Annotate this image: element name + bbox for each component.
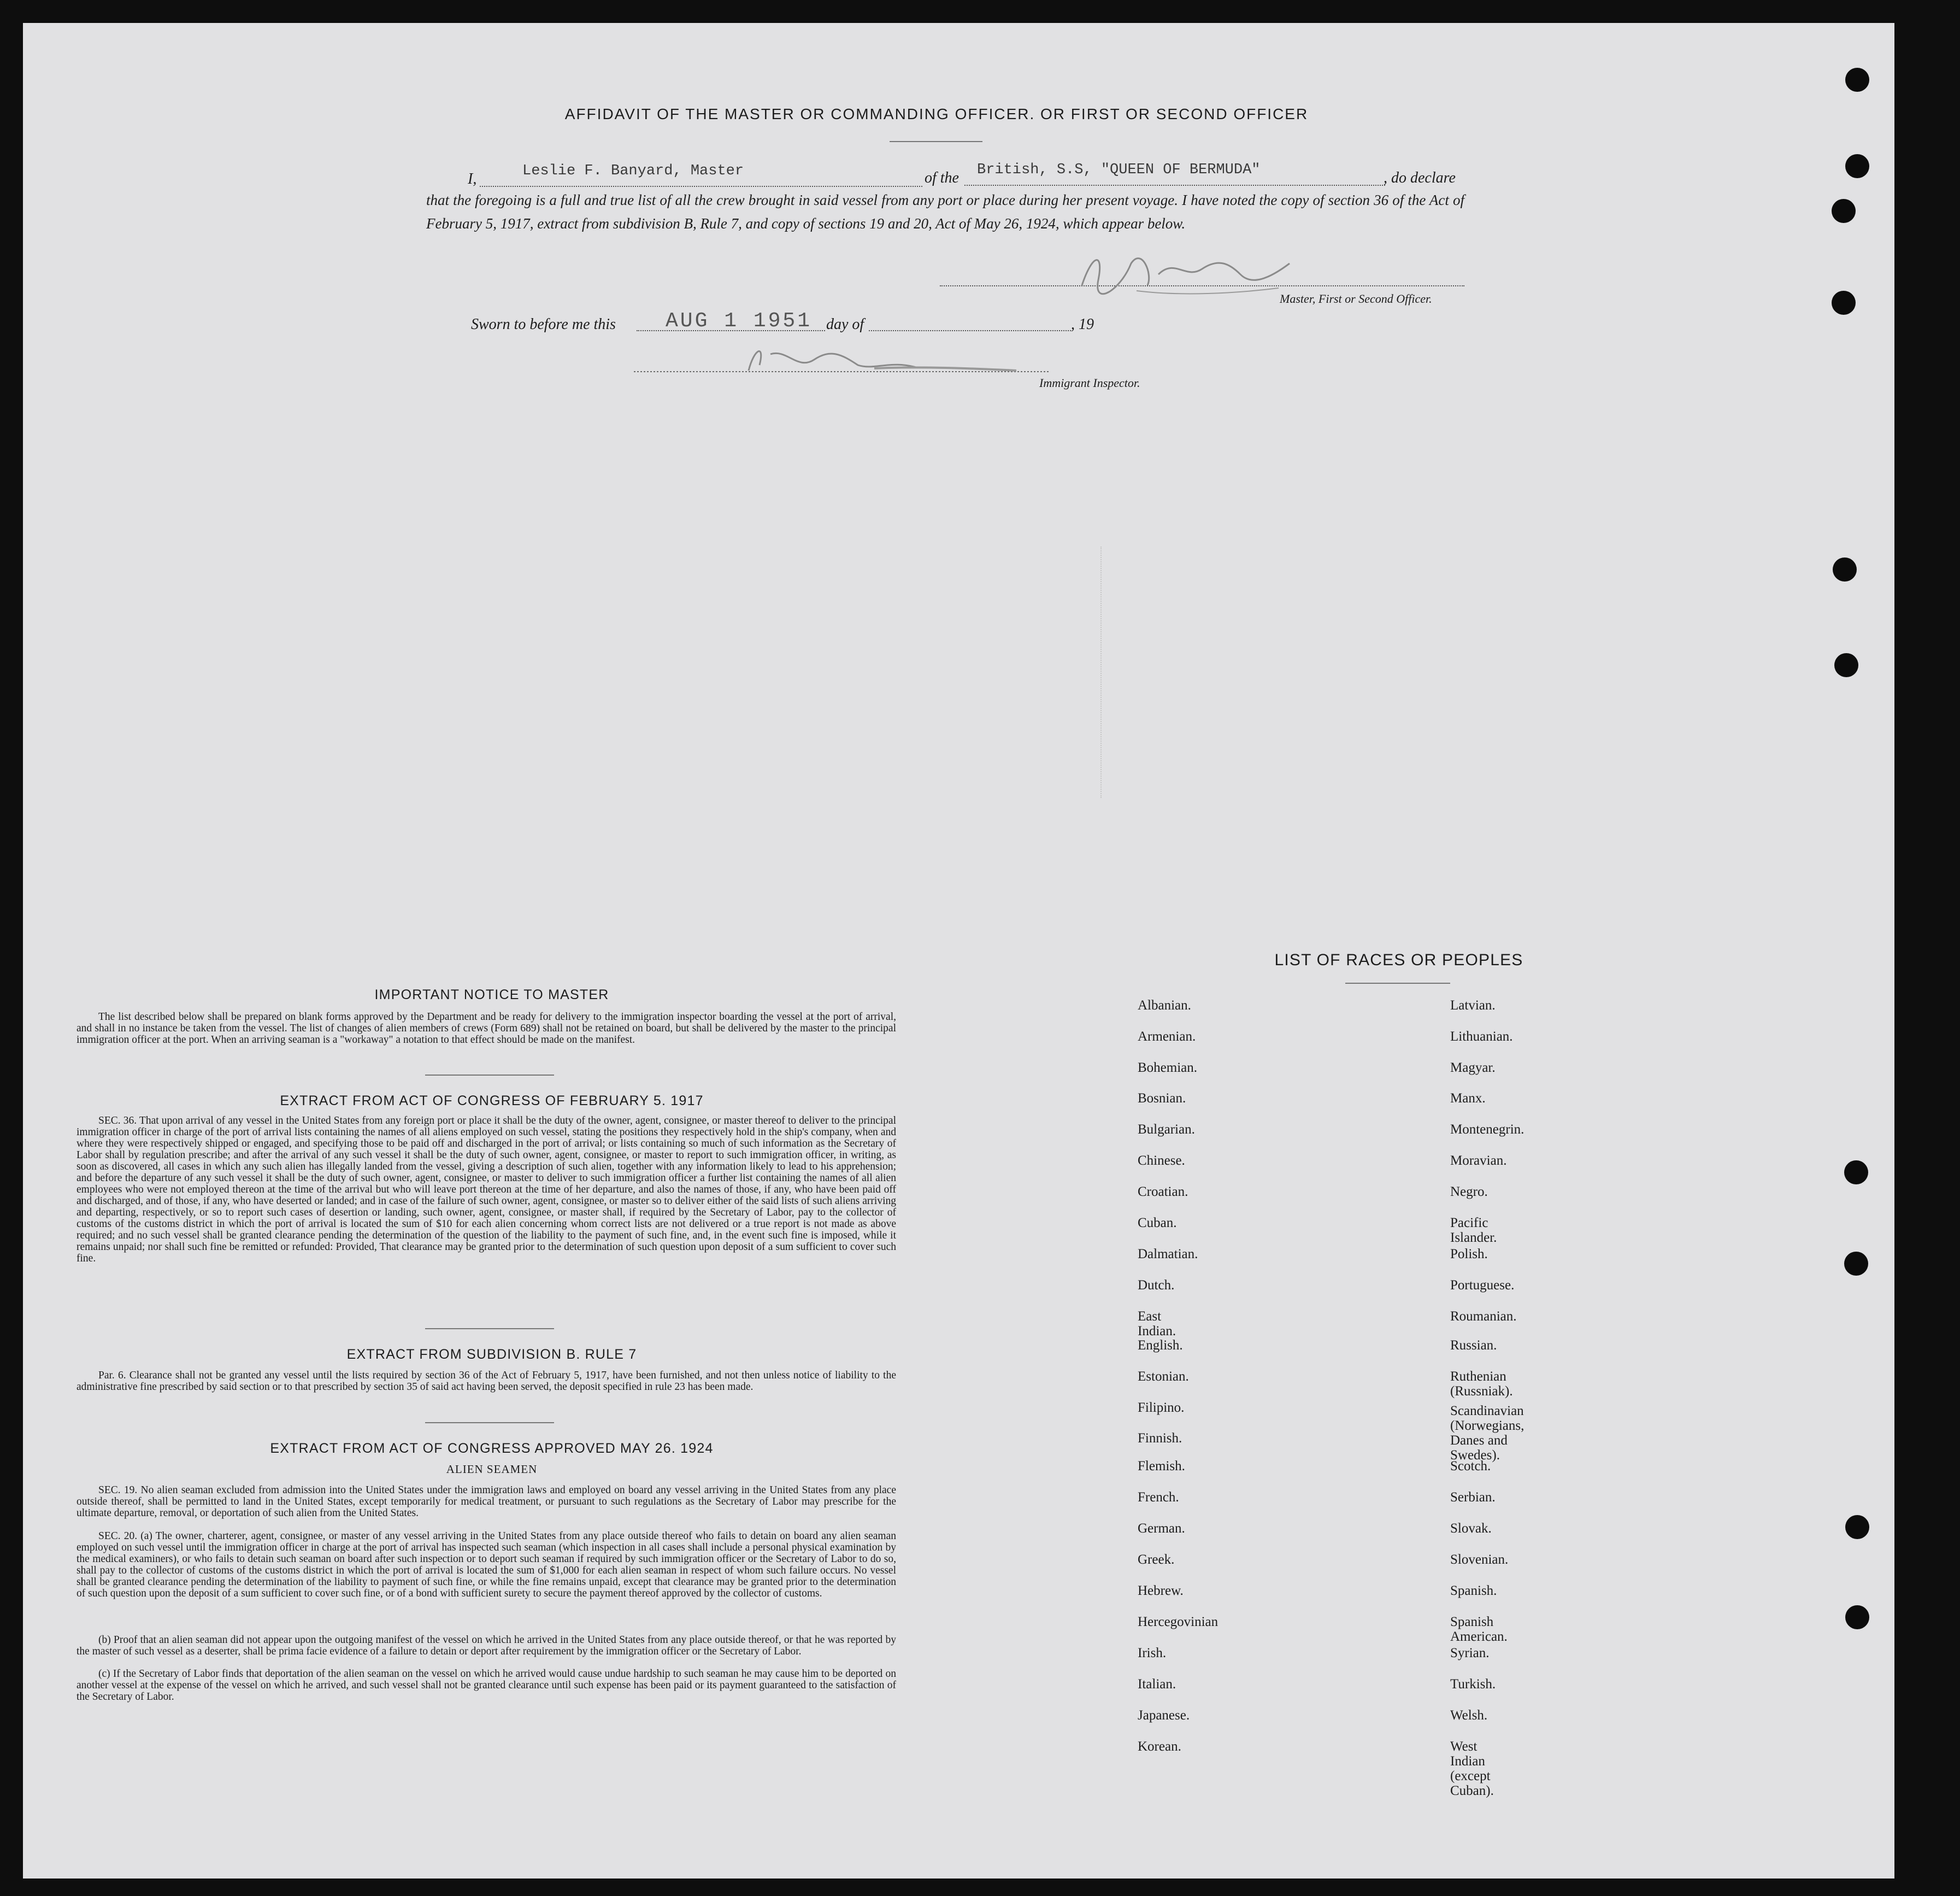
race-item: Manx. — [1450, 1091, 1486, 1106]
margin-mark — [1100, 547, 1103, 798]
race-item: Pacific Islander. — [1450, 1216, 1497, 1245]
race-item: Moravian. — [1450, 1153, 1507, 1168]
affidavit-title: AFFIDAVIT OF THE MASTER OR COMMANDING OFFICER. OR FIRST OR SECOND OFFICER — [564, 105, 1309, 122]
punch-hole — [1845, 154, 1869, 178]
race-item: Albanian. — [1138, 998, 1191, 1013]
punch-hole — [1832, 199, 1856, 223]
punch-hole — [1845, 1515, 1869, 1539]
race-item: Dutch. — [1138, 1278, 1175, 1293]
inspector-signature — [634, 338, 1049, 381]
races-title: LIST OF RACES OR PEOPLES — [1274, 951, 1523, 969]
extract-rule7-text: Par. 6. Clearance shall not be granted any vessel until the lists required by section 36 of the Act of February 5, 1917, have been furnished, and not then unless notice of liability to the administrative fine prescribed by said section or to that prescribed by section 35 of said act having been served, the deposit specified in rule 23 has been made. — [76, 1370, 896, 1393]
race-item: Syrian. — [1450, 1646, 1490, 1660]
punch-hole — [1844, 1252, 1868, 1276]
affidavit-statement: that the foregoing is a full and true list of all the crew brought in said vessel from any port or place during her present voyage. I have noted the copy of section 36 of the Act of February 5, 1917, extract from subdivision B, Rule 7, and copy of sections 19 and 20, Act of May 26, 1924, which appear below. — [426, 192, 1464, 232]
sworn-date-stamp: AUG 1 1951 — [666, 309, 813, 333]
race-item: Filipino. — [1138, 1400, 1185, 1415]
extract-1917-title: EXTRACT FROM ACT OF CONGRESS OF FEBRUARY 5. 1917 — [280, 1093, 704, 1108]
race-item: Italian. — [1138, 1677, 1176, 1692]
race-item: Greek. — [1138, 1552, 1175, 1567]
extract-1924-subtitle: ALIEN SEAMEN — [446, 1463, 538, 1476]
race-item: Montenegrin. — [1450, 1122, 1525, 1137]
divider — [425, 1328, 554, 1329]
race-item: Dalmatian. — [1138, 1247, 1198, 1261]
race-item: French. — [1138, 1490, 1179, 1505]
race-item: Polish. — [1450, 1247, 1488, 1261]
race-item: Lithuanian. — [1450, 1029, 1513, 1044]
race-item: Finnish. — [1138, 1431, 1182, 1446]
extract-1924-title: EXTRACT FROM ACT OF CONGRESS APPROVED MAY 26. 1924 — [270, 1441, 714, 1456]
race-item: Bosnian. — [1138, 1091, 1186, 1106]
race-item: Croatian. — [1138, 1184, 1188, 1199]
extract-rule7-title: EXTRACT FROM SUBDIVISION B. RULE 7 — [346, 1347, 637, 1362]
pronoun-label: I, — [468, 171, 477, 187]
title-divider — [890, 141, 982, 142]
race-item: East Indian. — [1138, 1309, 1176, 1339]
master-signature — [1071, 242, 1300, 307]
punch-hole — [1844, 1160, 1868, 1184]
sec-20c-text: (c) If the Secretary of Labor finds that deportation of the alien seaman on the vessel on which he arrived would cause undue hardship to such seaman he may cause him to be deported on another vessel at the expense of the vessel on which he arrived, and such vessel shall not be granted clearance until such expense has been paid or its payment guaranteed to the satisfaction of the Secretary of Labor. — [76, 1668, 896, 1703]
race-item: Flemish. — [1138, 1459, 1185, 1474]
master-caption: Master, First or Second Officer. — [1280, 292, 1432, 306]
divider — [425, 1422, 554, 1423]
officer-name-line — [480, 186, 922, 187]
race-item: Spanish American. — [1450, 1615, 1508, 1644]
sec-20b-text: (b) Proof that an alien seaman did not appear upon the outgoing manifest of the vessel on which he arrived in the United States from any place outside thereof, or that he was reported by the master of such vessel as a deserter, shall be prima facie evidence of a failure to detain or deport after requirement by the immigration officer or the Secretary of Labor. — [76, 1634, 896, 1657]
race-item: Serbian. — [1450, 1490, 1496, 1505]
race-item: Estonian. — [1138, 1369, 1189, 1384]
race-item: Russian. — [1450, 1338, 1497, 1353]
of-the-label: of the — [925, 169, 959, 186]
sworn-label: Sworn to before me this — [471, 316, 616, 333]
notice-title: IMPORTANT NOTICE TO MASTER — [374, 987, 609, 1002]
race-item: Turkish. — [1450, 1677, 1496, 1692]
races-divider — [1345, 983, 1450, 984]
punch-hole — [1845, 1605, 1869, 1629]
race-item: Negro. — [1450, 1184, 1488, 1199]
race-item: Bohemian. — [1138, 1060, 1198, 1075]
race-item: Bulgarian. — [1138, 1122, 1195, 1137]
race-item: Latvian. — [1450, 998, 1496, 1013]
vessel-line — [964, 185, 1385, 186]
race-item: Korean. — [1138, 1739, 1181, 1754]
race-item: Spanish. — [1450, 1583, 1497, 1598]
extract-1917-text: SEC. 36. That upon arrival of any vessel in the United States from any foreign port or place it shall be the duty of the owner, agent, consignee, or master thereof to deliver to the principal immigration officer in charge of the port of arrival lists containing the names of all aliens employed on such vessel, stating the positions they respectively hold in the ship's company, when and where they were respectively shipped or engaged, and specifying those to be paid off and discharged in the port of arrival; or lists containing so much of such information as the Secretary of Labor shall by regulation prescribe; and after the arrival of any such vessel it shall be the duty of such owner, agent, consignee, or master to report to such immigration officer, in writing, as soon as discovered, all cases in which any such alien has illegally landed from the vessel, giving a description of such alien, together with any information likely to lead to his apprehension; and before the departure of any such vessel it shall be the duty of such owner, agent, consignee, or master to deliver to such immigration officer a further list containing the names of all alien employees who were not employed thereon at the time of the arrival but who will leave port thereon at the time of her departure, and also the names of those, if any, who have been paid off and discharged, and of those, if any, who have deserted or landed; and in case of the failure of such owner, agent, consignee, or master so to deliver either of the said lists of such aliens arriving and departing, respectively, or so to report such cases of desertion or landing, such owner, agent, consignee, or master shall, if required by the Secretary of Labor, pay to the collector of customs of the customs district in which the port of arrival is located the sum of $10 for each alien concerning whom correct lists are not delivered or a true report is not made as above required; and no such vessel shall be granted clearance pending the determination of the question of the liability to the payment of such fine, and, in the event such fine is imposed, while it remains unpaid; nor shall such fine be remitted or refunded: Provided, That clearance may be granted prior to the determination of such question upon deposit of a sum sufficient to cover such fine. — [76, 1115, 896, 1264]
race-item: Hercegovinian — [1138, 1615, 1219, 1629]
race-item: Slovenian. — [1450, 1552, 1509, 1567]
race-item: Portuguese. — [1450, 1278, 1515, 1293]
race-item: Slovak. — [1450, 1521, 1492, 1536]
sec-19-text: SEC. 19. No alien seaman excluded from admission into the United States under the immigration laws and employed on board any vessel arriving in the United States from any place outside thereof, shall be permitted to land in the United States, except temporarily for medical treatment, or pursuant to such regulations as the Secretary of Labor may prescribe for the ultimate departure, removal, or deportation of such alien from the United States. — [76, 1484, 896, 1519]
divider — [425, 1075, 554, 1076]
race-item: Scandinavian (Norwegians, Danes and Swedes). — [1450, 1404, 1525, 1463]
year-label: , 19 — [1071, 316, 1094, 333]
race-item: Irish. — [1138, 1646, 1167, 1660]
race-item: Welsh. — [1450, 1708, 1488, 1723]
declare-label: , do declare — [1384, 169, 1456, 186]
race-item: Cuban. — [1138, 1216, 1177, 1230]
race-item: Armenian. — [1138, 1029, 1196, 1044]
race-item: Magyar. — [1450, 1060, 1496, 1075]
race-item: Chinese. — [1138, 1153, 1185, 1168]
race-item: West Indian (except Cuban). — [1450, 1739, 1494, 1798]
month-line — [869, 330, 1071, 331]
race-item: Ruthenian (Russniak). — [1450, 1369, 1513, 1399]
vessel-field: British, S.S, "QUEEN OF BERMUDA" — [977, 162, 1261, 178]
punch-hole — [1834, 653, 1858, 677]
race-item: German. — [1138, 1521, 1185, 1536]
inspector-caption: Immigrant Inspector. — [1039, 376, 1140, 390]
sec-20a-text: SEC. 20. (a) The owner, charterer, agent, consignee, or master of any vessel arriving in the United States from any place outside thereof who fails to detain on board any alien seaman employed on such vessel until the immigration officer in charge at the port of arrival has inspected such seaman (which inspection in all cases shall include a personal physical examination by the medical examiners), or who fails to detain such seaman on board after such inspection or to deport such seaman if required by such immigration officer or the Secretary of Labor to do so, shall pay to the collector of customs of the customs district in which the port of arrival is located the sum of $1,000 for each alien seaman in respect of whom such failure occurs. No vessel shall be granted clearance pending the determination of the liability to payment of such fine, or while the fine remains unpaid, except that clearance may be granted prior to the determination of such question upon the deposit of a sum sufficient to cover such fine, or of a bond with sufficient surety to secure the payment thereof approved by the collector of customs. — [76, 1530, 896, 1599]
race-item: Roumanian. — [1450, 1309, 1517, 1324]
notice-text: The list described below shall be prepared on blank forms approved by the Department and be ready for delivery to the immigration inspector boarding the vessel at the port of arrival, and shall in no instance be taken from the vessel. The list of changes of alien members of crews (Form 689) shall not be retained on board, but shall be delivered by the master to the principal immigration officer at the port. When an arriving seaman is a "workaway" a notation to that effect should be made on the manifest. — [76, 1011, 896, 1046]
race-item: English. — [1138, 1338, 1183, 1353]
race-item: Scotch. — [1450, 1459, 1491, 1474]
race-item: Hebrew. — [1138, 1583, 1184, 1598]
day-of-label: day of — [826, 316, 864, 333]
officer-name-field: Leslie F. Banyard, Master — [522, 163, 744, 179]
punch-hole — [1833, 557, 1857, 582]
punch-hole — [1832, 291, 1856, 315]
punch-hole — [1845, 68, 1869, 92]
race-item: Japanese. — [1138, 1708, 1190, 1723]
